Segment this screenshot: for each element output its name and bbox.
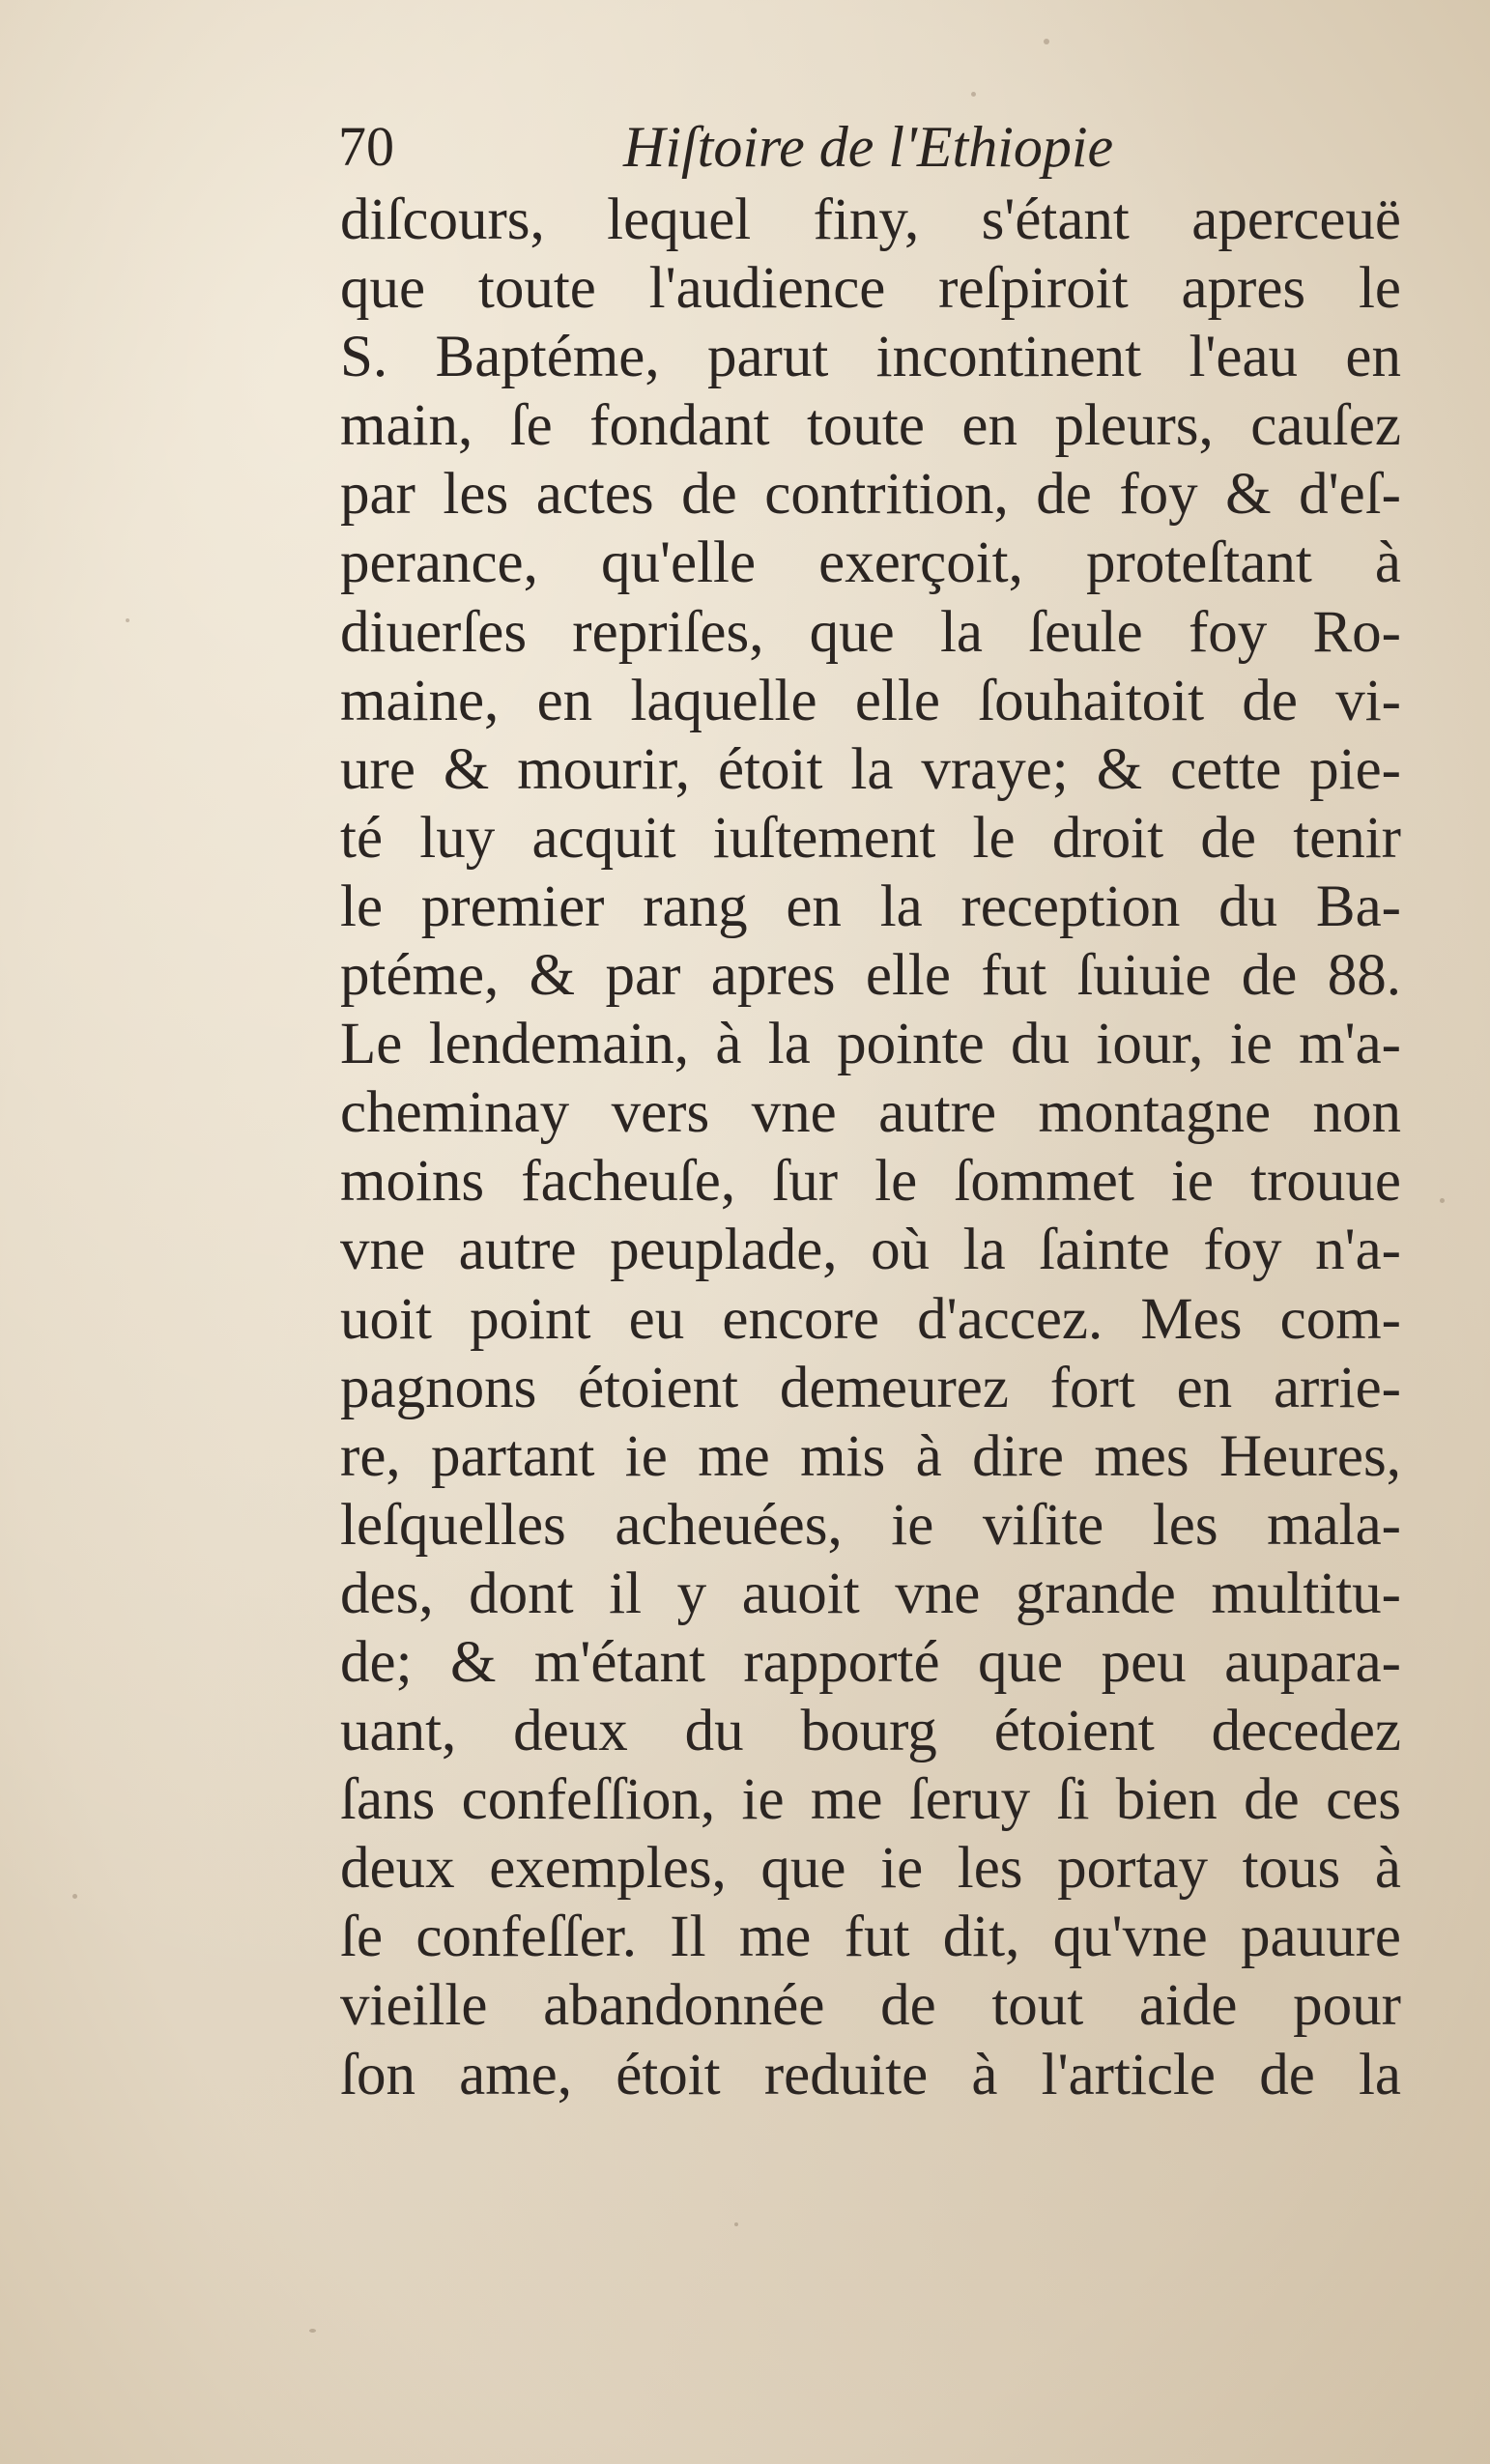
text-line: diſcours, lequel finy, s'étant aperceuë — [340, 187, 1401, 252]
body-text — [340, 186, 1401, 2109]
text-line: par les actes de contrition, de foy & d'eſ- — [340, 462, 1401, 528]
text-line: uoit point eu encore d'accez. Mes com- — [340, 1286, 1401, 1352]
text-line: uant, deux du bourg étoient decedez — [340, 1699, 1401, 1764]
text-line: main, ſe fondant toute en pleurs, cauſez — [340, 393, 1401, 459]
text-line: ure & mourir, étoit la vraye; & cette pie- — [340, 736, 1401, 802]
paper-speck — [126, 618, 129, 622]
text-line: S. Baptéme, parut incontinent l'eau en — [340, 325, 1401, 390]
paper-speck — [1440, 1198, 1445, 1203]
paper-speck — [309, 2329, 316, 2333]
text-line: perance, qu'elle exerçoit, proteſtant à — [340, 530, 1401, 596]
text-line: ſans confeſſion, ie me ſeruy ſi bien de ces — [340, 1767, 1401, 1833]
text-line: re, partant ie me mis à dire mes Heures, — [340, 1423, 1401, 1489]
text-line: maine, en laquelle elle ſouhaitoit de vi- — [340, 668, 1401, 733]
text-line: té luy acquit iuſtement le droit de tenir — [340, 805, 1401, 871]
text-line: ſe confeſſer. Il me fut dit, qu'vne pauure — [340, 1905, 1401, 1970]
text-line: deux exemples, que ie les portay tous à — [340, 1836, 1401, 1902]
text-line: vieille abandonnée de tout aide pour — [340, 1973, 1401, 2039]
text-line: leſquelles acheuées, ie viſite les mala- — [340, 1492, 1401, 1558]
text-line: cheminay vers vne autre montagne non — [340, 1080, 1401, 1146]
page-number: 70 — [338, 115, 394, 178]
text-line: Le lendemain, à la pointe du iour, ie m'a- — [340, 1012, 1401, 1077]
paper-speck — [72, 1894, 77, 1899]
text-line: des, dont il y auoit vne grande multitu- — [340, 1561, 1401, 1626]
text-line: que toute l'audience reſpiroit apres le — [340, 256, 1401, 322]
text-line: diuerſes repriſes, que la ſeule foy Ro- — [340, 599, 1401, 665]
text-line: le premier rang en la reception du Ba- — [340, 874, 1401, 939]
paper-speck — [1044, 39, 1049, 44]
text-line: pagnons étoient demeurez fort en arrie- — [340, 1355, 1401, 1420]
text-line: moins facheuſe, ſur le ſommet ie trouue — [340, 1149, 1401, 1215]
running-title: Hiſtoire de l'Ethiopie — [623, 115, 1114, 179]
page-header — [338, 108, 1401, 186]
text-line: ſon ame, étoit reduite à l'article de la — [340, 2042, 1401, 2107]
paper-speck — [734, 2222, 738, 2226]
paper-speck — [971, 92, 976, 97]
text-line: de; & m'étant rapporté que peu aupara- — [340, 1629, 1401, 1695]
text-line: vne autre peuplade, où la ſainte foy n'a- — [340, 1218, 1401, 1283]
text-line: ptéme, & par apres elle fut ſuiuie de 88. — [340, 943, 1401, 1009]
